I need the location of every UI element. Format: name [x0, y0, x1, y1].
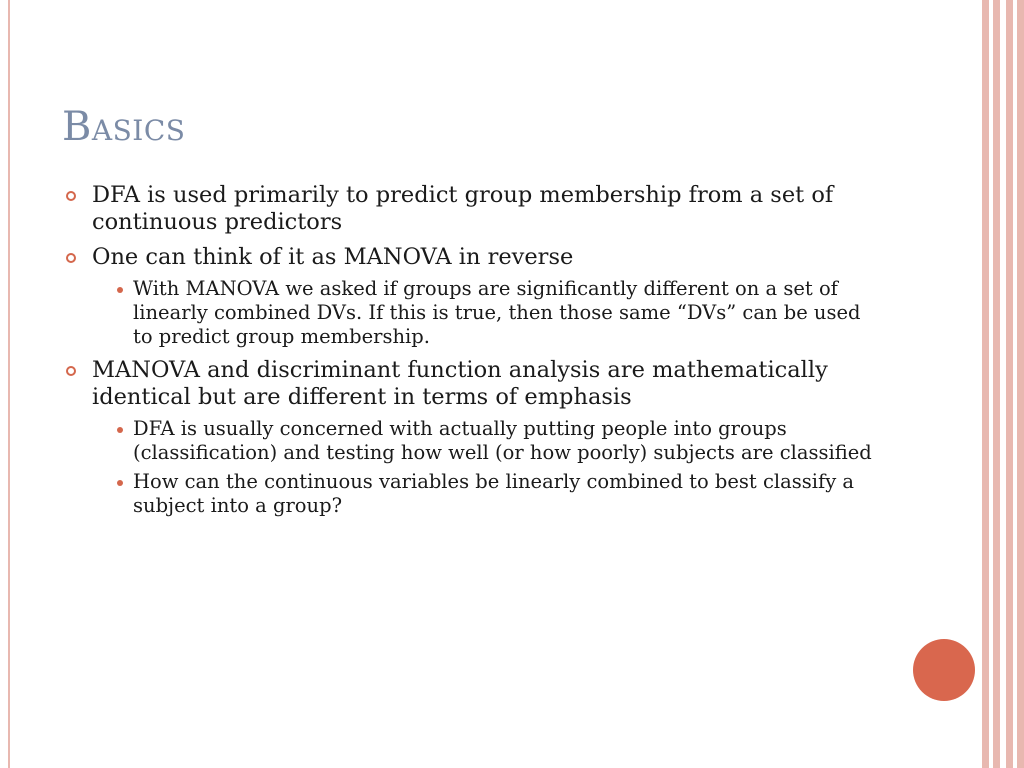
- sub-bullet-text: DFA is usually concerned with actually putting people into groups (classification) and testing how well (or how poorly) subjects are classified: [133, 417, 872, 464]
- sub-bullet-list: [92, 417, 882, 518]
- right-border-stripe: [993, 0, 1000, 768]
- ring-bullet-icon: [66, 366, 76, 376]
- sub-bullet-text: How can the continuous variables be linearly combined to best classify a subject into a group?: [133, 470, 855, 517]
- dot-bullet-icon: [117, 427, 123, 433]
- bullet-item: [62, 182, 882, 236]
- ring-bullet-icon: [66, 191, 76, 201]
- sub-bullet-item: [92, 277, 882, 349]
- ring-bullet-icon: [66, 253, 76, 263]
- left-border-stripe: [8, 0, 10, 768]
- sub-bullet-item: [92, 417, 882, 465]
- bullet-item: [62, 357, 882, 518]
- bullet-item: [62, 244, 882, 349]
- bullet-text: DFA is used primarily to predict group membership from a set of continuous predictors: [92, 182, 834, 235]
- right-border-stripe: [982, 0, 989, 768]
- dot-bullet-icon: [117, 287, 123, 293]
- bullet-text: MANOVA and discriminant function analysis are mathematically identical but are different in terms of emphasis: [92, 357, 828, 410]
- dot-bullet-icon: [117, 480, 123, 486]
- right-border-stripe: [1006, 0, 1013, 768]
- slide-body: [62, 182, 882, 526]
- slide-title: Basics: [62, 104, 186, 150]
- bullet-list: [62, 182, 882, 518]
- sub-bullet-item: [92, 470, 882, 518]
- decorative-circle: [913, 639, 975, 701]
- sub-bullet-list: [92, 277, 882, 349]
- sub-bullet-text: With MANOVA we asked if groups are significantly different on a set of linearly combined DVs. If this is true, then those same “DVs” can be used to predict group membership.: [133, 277, 861, 348]
- right-border-stripe: [1017, 0, 1024, 768]
- bullet-text: One can think of it as MANOVA in reverse: [92, 244, 574, 270]
